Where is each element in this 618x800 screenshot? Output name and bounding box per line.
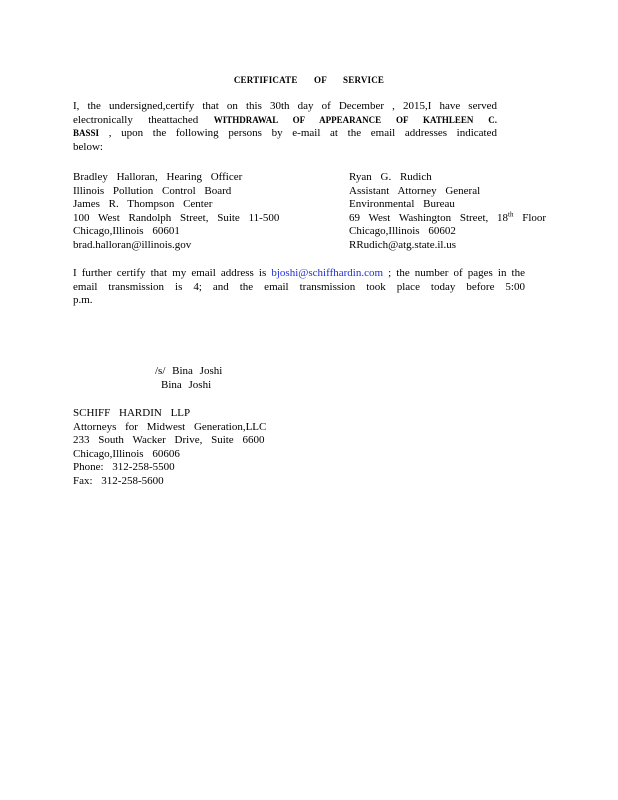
certify-line-1 — [73, 267, 525, 281]
recipient-title: Assistant Attorney General — [349, 184, 481, 197]
intro-paragraph — [73, 100, 497, 154]
recipient-name: Ryan G. Rudich — [349, 171, 432, 183]
email-link[interactable]: bjoshi@schiffhardin.com — [271, 267, 384, 279]
signature-line: /s/ Bina Joshi — [155, 365, 223, 377]
street-prefix: 69 West Washington Street, 18 — [349, 211, 509, 224]
certify-prefix: I further certify that my email address is — [73, 267, 267, 279]
intro-line-1: I, the undersigned,certify that on this 30th day of December , 2015,I have served — [73, 100, 497, 112]
recipient-city: Chicago,Illinois 60602 — [349, 225, 456, 238]
firm-street: 233 South Wacker Drive, Suite 6600 — [73, 434, 265, 447]
signature-block — [155, 365, 222, 392]
recipient-org: Illinois Pollution Control Board — [73, 184, 232, 197]
signer-name: Bina Joshi — [161, 378, 212, 391]
certify-line-2: email transmission is 4; and the email transmission took place today before 5:00 p.m. — [73, 280, 525, 307]
street-suffix: Floor — [522, 211, 547, 224]
recipient-building: James R. Thompson Center — [73, 198, 213, 211]
document-name-cont: BASSI — [73, 128, 100, 139]
intro-line-2-prefix: electronically theattached — [73, 113, 199, 126]
intro-line-3-rest: , upon the following persons by e-mail at the email addresses indicated below: — [73, 127, 497, 153]
certify-paragraph — [73, 267, 525, 308]
recipient-address-right — [349, 171, 546, 253]
certify-suffix: ; the number of pages in the — [388, 267, 525, 279]
firm-phone: Phone: 312-258-5500 — [73, 461, 175, 474]
ordinal-suffix: th — [508, 210, 514, 219]
recipient-bureau: Environmental Bureau — [349, 198, 455, 211]
recipient-street: 100 West Randolph Street, Suite 11-500 — [73, 211, 280, 224]
document-name: WITHDRAWAL OF APPEARANCE OF KATHLEEN C. — [213, 114, 497, 125]
firm-name: SCHIFF HARDIN LLP — [73, 407, 191, 419]
recipient-email: RRudich@atg.state.il.us — [349, 238, 456, 251]
firm-block — [73, 407, 266, 489]
recipient-name: Bradley Halloran, Hearing Officer — [73, 171, 243, 183]
intro-line-3 — [73, 127, 497, 154]
recipient-city: Chicago,Illinois 60601 — [73, 225, 180, 238]
recipient-street — [349, 212, 546, 226]
firm-fax: Fax: 312-258-5600 — [73, 474, 164, 487]
intro-line-2 — [73, 114, 497, 128]
firm-role: Attorneys for Midwest Generation,LLC — [73, 420, 267, 433]
recipient-email: brad.halloran@illinois.gov — [73, 238, 192, 251]
document-title: CERTIFICATE OF SERVICE — [233, 75, 385, 85]
recipient-address-left — [73, 171, 279, 253]
firm-city: Chicago,Illinois 60606 — [73, 447, 180, 460]
